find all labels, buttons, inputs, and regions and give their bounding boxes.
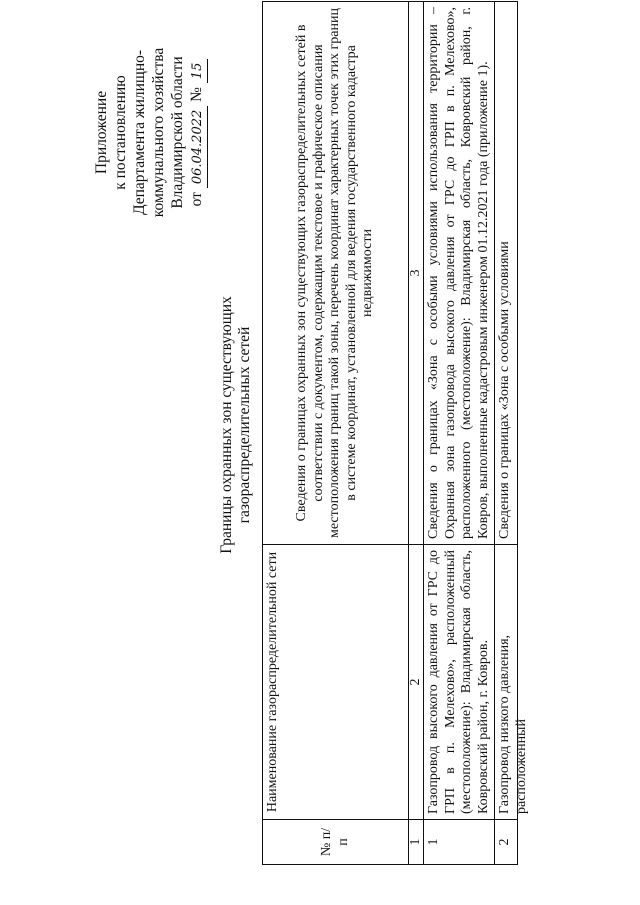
column-number: 2 bbox=[409, 545, 424, 820]
title-line2: газораспределительных сетей bbox=[236, 326, 253, 524]
row-name bbox=[495, 545, 529, 820]
row-info-text: Сведения о границах «Зона с особыми условиями bbox=[497, 241, 512, 539]
row-num: 1 bbox=[424, 820, 495, 865]
column-number: 1 bbox=[409, 820, 424, 865]
appendix-line4: коммунального хозяйства bbox=[150, 47, 167, 218]
document-title bbox=[218, 275, 254, 575]
appendix-date-line bbox=[187, 15, 208, 250]
number-value: 15 bbox=[188, 59, 208, 84]
date-value: 06.04.2022 bbox=[188, 106, 208, 188]
row-num-text: 2 bbox=[497, 838, 512, 846]
number-prefix: № bbox=[188, 87, 205, 102]
table-row bbox=[424, 2, 495, 865]
date-prefix: от bbox=[188, 192, 205, 207]
column-number: 3 bbox=[409, 2, 424, 545]
header-name: Наименование газораспределительной сети bbox=[263, 545, 409, 820]
table-header-row bbox=[263, 2, 409, 865]
table-row bbox=[495, 2, 518, 865]
appendix-line1: Приложение bbox=[93, 90, 110, 175]
row-num bbox=[495, 820, 518, 865]
header-num: № п/п bbox=[263, 820, 409, 865]
appendix-line3: Департамента жилищно- bbox=[131, 49, 148, 216]
header-info: Сведения о границах охранных зон существующих газораспределительных сетей в соответствии с документом, содержащим текстовое и графическое описания местоположения границ такой зоны, перечень координат характерных точек этих границ в системе координат, установленной для ведения государственного кадастра недвижимости bbox=[263, 2, 409, 545]
row-info: Сведения о границах «Зона с особыми условиями использования территории – Охранная зона газопровода высокого давления от ГРС до ГРП в п. Мелехово», расположенного (местоположение): Владимирская область, Ковровский район, г. Ковров, выполненные кадастровым инженером 01.12.2021 года (приложение 1). bbox=[424, 2, 495, 545]
row-name-text: Газопровод низкого давления, расположенный bbox=[497, 634, 529, 814]
column-number-row bbox=[409, 2, 424, 865]
title-line1: Границы охранных зон существующих bbox=[218, 296, 235, 554]
row-name: Газопровод высокого давления от ГРС до ГРП в п. Мелехово», расположенный (местоположение): Владимирская область, Ковровский район, г. Ковров. bbox=[424, 545, 495, 820]
zones-table bbox=[262, 1, 529, 865]
zones-table-wrapper bbox=[262, 1, 529, 865]
appendix-line2: к постановлению bbox=[112, 75, 129, 190]
appendix-block bbox=[92, 15, 208, 250]
appendix-line5: Владимирской области bbox=[169, 56, 186, 209]
row-info bbox=[495, 2, 518, 545]
